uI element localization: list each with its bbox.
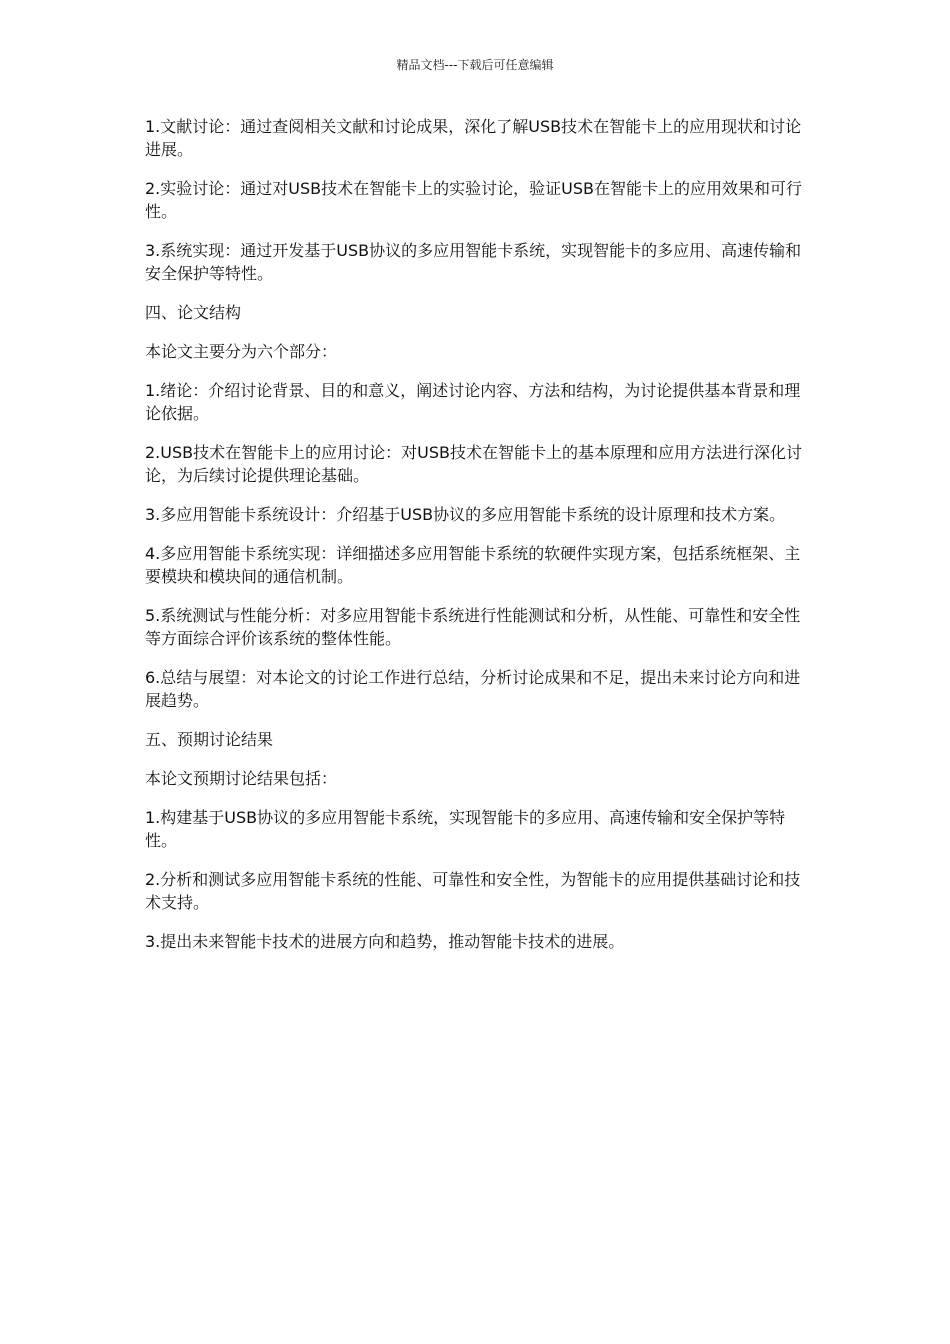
paragraph-experiment: 2.实验讨论：通过对USB技术在智能卡上的实验讨论，验证USB在智能卡上的应用效果和可行性。 [145,179,802,221]
paragraph-result-2: 2.分析和测试多应用智能卡系统的性能、可靠性和安全性，为智能卡的应用提供基础讨论和技术支持。 [145,870,801,912]
paragraph-lit-review: 1.文献讨论：通过查阅相关文献和讨论成果，深化了解USB技术在智能卡上的应用现状和讨论进展。 [145,117,802,159]
paragraph-part-4: 4.多应用智能卡系统实现：详细描述多应用智能卡系统的软硬件实现方案，包括系统框架、主要模块和模块间的通信机制。 [145,544,801,586]
paragraph-results-intro: 本论文预期讨论结果包括： [145,769,338,788]
document-body [145,115,809,969]
paragraph-part-2: 2.USB技术在智能卡上的应用讨论：对USB技术在智能卡上的基本原理和应用方法进行深化讨论，为后续讨论提供理论基础。 [145,443,802,485]
section-heading-structure: 四、论文结构 [145,303,242,322]
paragraph-part-6: 6.总结与展望：对本论文的讨论工作进行总结，分析讨论成果和不足，提出未来讨论方向和进展趋势。 [145,668,801,710]
paragraph-part-1: 1.绪论：介绍讨论背景、目的和意义，阐述讨论内容、方法和结构，为讨论提供基本背景和理论依据。 [145,381,801,423]
paragraph-result-1: 1.构建基于USB协议的多应用智能卡系统，实现智能卡的多应用、高速传输和安全保护等特性。 [145,808,786,850]
paragraph-part-5: 5.系统测试与性能分析：对多应用智能卡系统进行性能测试和分析，从性能、可靠性和安全性等方面综合评价该系统的整体性能。 [145,606,801,648]
paragraph-result-3: 3.提出未来智能卡技术的进展方向和趋势，推动智能卡技术的进展。 [145,932,625,951]
page-header: 精品文档---下载后可任意编辑 [396,58,554,72]
paragraph-part-3: 3.多应用智能卡系统设计：介绍基于USB协议的多应用智能卡系统的设计原理和技术方案。 [145,505,786,524]
section-heading-results: 五、预期讨论结果 [145,730,274,749]
paragraph-structure-intro: 本论文主要分为六个部分： [145,342,338,361]
paragraph-system-impl: 3.系统实现：通过开发基于USB协议的多应用智能卡系统，实现智能卡的多应用、高速传输和安全保护等特性。 [145,241,802,283]
